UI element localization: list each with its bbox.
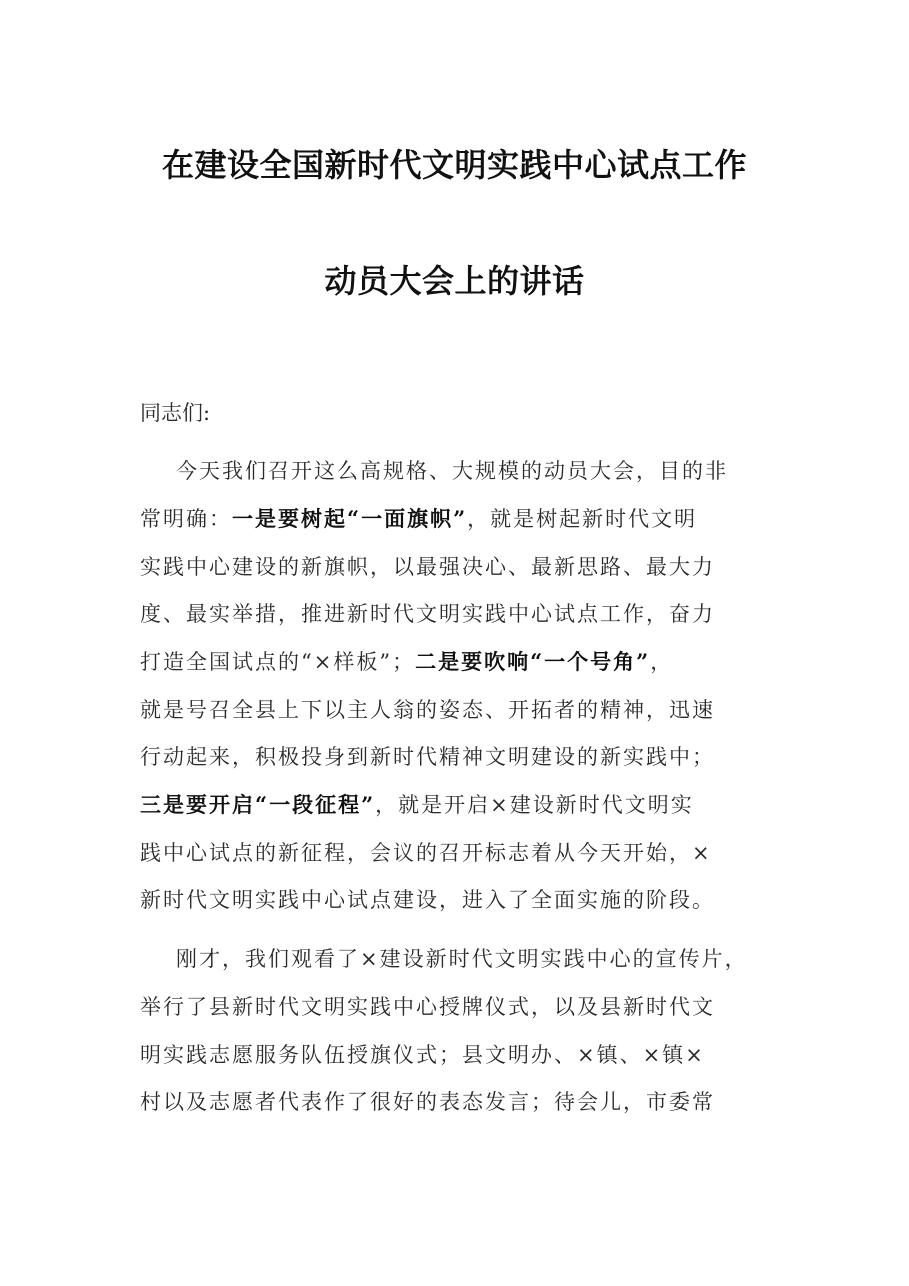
paragraph-1-line-8 <box>140 790 780 820</box>
document-title-line-1: 在建设全国新时代文明实践中心试点工作 <box>161 146 747 184</box>
paragraph-2-line-1: 刚才，我们观看了×建设新时代文明实践中心的宣传片， <box>176 947 748 971</box>
salutation: 同志们: <box>140 401 211 425</box>
paragraph-1-line-5 <box>140 647 780 677</box>
paragraph-1-line-7: 行动起来，积极投身到新时代精神文明建设的新实践中； <box>140 745 715 769</box>
text-run: 常明确： <box>140 507 232 531</box>
paragraph-1-line-10: 新时代文明实践中心试点建设，进入了全面实施的阶段。 <box>140 888 715 912</box>
document-title-line-2: 动员大会上的讲话 <box>324 262 585 300</box>
emphasis-point-1: 一是要树起“一面旗帜” <box>232 506 468 531</box>
paragraph-2-line-3: 明实践志愿服务队伍授旗仪式；县文明办、×镇、×镇× <box>140 1043 705 1067</box>
text-run: ，就是树起新时代文明 <box>467 507 698 531</box>
emphasis-point-3: 三是要开启“一段征程” <box>140 792 376 817</box>
paragraph-2-line-2: 举行了县新时代文明实践中心授牌仪式，以及县新时代文 <box>140 995 715 1019</box>
paragraph-1-line-3: 实践中心建设的新旗帜，以最强决心、最新思路、最大力 <box>140 555 715 579</box>
paragraph-1-line-4: 度、最实举措，推进新时代文明实践中心试点工作，奋力 <box>140 602 715 626</box>
text-run: 打造全国试点的“×样板”； <box>140 650 416 674</box>
emphasis-point-2: 二是要吹响“一个号角” <box>415 649 651 674</box>
paragraph-2-line-4: 村以及志愿者代表作了很好的表态发言；待会儿，市委常 <box>140 1090 715 1114</box>
paragraph-1-line-6: 就是号召全县上下以主人翁的姿态、开拓者的精神，迅速 <box>140 698 715 722</box>
paragraph-1-line-2 <box>140 504 780 534</box>
text-run: ，就是开启×建设新时代文明实 <box>375 793 694 817</box>
paragraph-1-line-1: 今天我们召开这么高规格、大规模的动员大会，目的非 <box>176 459 728 483</box>
text-run: ， <box>650 650 674 674</box>
paragraph-1-line-9: 践中心试点的新征程，会议的召开标志着从今天开始，× <box>140 841 712 865</box>
